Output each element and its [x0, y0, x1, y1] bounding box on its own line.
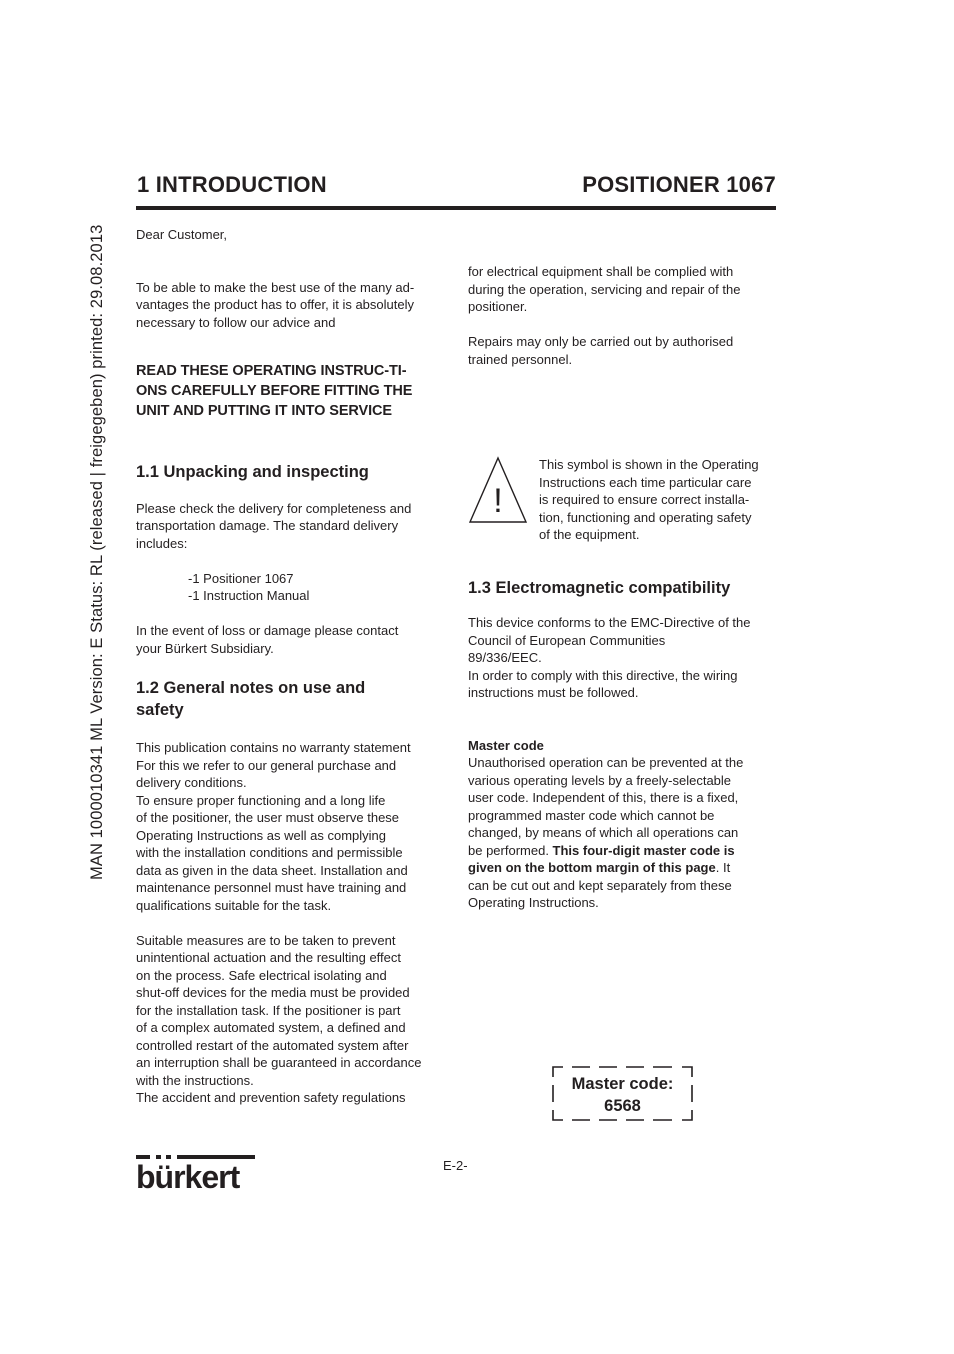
warning-text — [539, 456, 779, 544]
paragraph-line: trained personnel. — [468, 351, 573, 367]
master-code-label: Master code: — [571, 1075, 674, 1093]
paragraph-line: for electrical equipment shall be complied with — [468, 264, 734, 279]
paragraph-line: To ensure proper functioning and a long life — [136, 792, 386, 808]
paragraph-line: delivery conditions. — [136, 775, 247, 790]
warning-note — [468, 456, 778, 546]
section-heading-1-2: 1.2 General notes on use and — [136, 679, 366, 697]
paragraph-line: programmed master code which cannot be — [468, 807, 715, 823]
text-run: be performed. — [468, 842, 553, 858]
paragraph-line: In order to comply with this directive, the wiring — [468, 667, 738, 683]
paragraph-line: an interruption shall be guaranteed in accordance — [136, 1055, 422, 1070]
paragraph-line: during the operation, servicing and repair of the — [468, 281, 741, 297]
paragraph-line — [468, 859, 788, 877]
paragraph-line: your Bürkert Subsidiary. — [136, 640, 274, 656]
paragraph-line: of the equipment. — [539, 527, 640, 542]
paragraph-line: data as given in the data sheet. Installation and — [136, 862, 408, 878]
paragraph-line: Instructions each time particular care — [539, 474, 752, 490]
intro-line: To be able to make the best use of the many ad- — [136, 279, 415, 295]
delivery-item: -1 Instruction Manual — [188, 588, 310, 603]
paragraph-line: controlled restart of the automated system after — [136, 1037, 409, 1053]
paragraph-line: unintentional actuation and the resulting effect — [136, 950, 402, 965]
svg-text:bürkert: bürkert — [136, 1159, 240, 1191]
paragraph-line: with the instructions. — [136, 1072, 254, 1088]
page-number: E-2- — [443, 1158, 468, 1173]
paragraph-line: maintenance personnel must have training and — [136, 880, 407, 895]
burkert-logo — [136, 1155, 256, 1196]
paragraph-line: is required to ensure correct installa- — [539, 492, 750, 507]
paragraph-line: includes: — [136, 535, 188, 551]
paragraph-line: with the installation conditions and permissible — [136, 845, 403, 860]
section-heading-1-2: safety — [136, 701, 184, 719]
paragraph-line: positioner. — [468, 299, 528, 314]
paragraph-line: For this we refer to our general purchase and — [136, 757, 397, 773]
paragraph-line: This publication contains no warranty statement — [136, 740, 411, 755]
paragraph-line: qualifications suitable for the task. — [136, 897, 332, 913]
intro-line: vantages the product has to offer, it is absolutely — [136, 297, 414, 312]
paragraph-line: 89/336/EEC. — [468, 650, 542, 665]
paragraph-line: can be cut out and kept separately from these — [468, 877, 732, 893]
emphasis-text: given on the bottom margin of this page — [468, 860, 716, 875]
paragraph-line: of a complex automated system, a defined and — [136, 1020, 406, 1035]
left-column — [136, 226, 446, 1107]
paragraph-line: user code. Independent of this, there is a fixed, — [468, 790, 739, 805]
master-code-cutout — [552, 1066, 693, 1121]
paragraph-line: In the event of loss or damage please contact — [136, 623, 399, 638]
paragraph-line — [468, 842, 788, 860]
text-run: . It — [715, 860, 731, 875]
paragraph-line: Operating Instructions. — [468, 895, 599, 910]
master-code-heading: Master code — [468, 737, 544, 753]
product-title: POSITIONER 1067 — [582, 172, 776, 197]
paragraph-line: instructions must be followed. — [468, 685, 639, 700]
page-header — [136, 172, 776, 210]
master-code-label-block — [552, 1073, 693, 1117]
right-column-bottom — [468, 577, 788, 912]
paragraph-line: Repairs may only be carried out by authorised — [468, 334, 734, 349]
burkert-logo-icon — [136, 1155, 256, 1191]
paragraph-line: Council of European Communities — [468, 632, 666, 648]
paragraph-line: changed, by means of which all operations can — [468, 825, 739, 840]
paragraph-line: This symbol is shown in the Operating — [539, 457, 759, 472]
chapter-title: 1 INTRODUCTION — [137, 172, 327, 197]
read-instructions-warning: ONS CAREFULLY BEFORE FITTING THE — [136, 382, 413, 399]
paragraph-line: for the installation task. If the positioner is part — [136, 1002, 401, 1018]
paragraph-line: shut-off devices for the media must be provided — [136, 985, 410, 1000]
paragraph-line: This device conforms to the EMC-Directive of the — [468, 615, 751, 630]
paragraph-line: of the positioner, the user must observe these — [136, 810, 400, 825]
paragraph-line: transportation damage. The standard delivery — [136, 518, 399, 533]
paragraph-line: The accident and prevention safety regulations — [136, 1090, 406, 1105]
right-column-top — [468, 263, 778, 368]
paragraph-line: Please check the delivery for completeness and — [136, 500, 412, 516]
emphasis-text: This four-digit master code is — [552, 842, 735, 858]
paragraph-line: Suitable measures are to be taken to prevent — [136, 932, 396, 948]
section-heading-1-3: 1.3 Electromagnetic compatibility — [468, 579, 731, 597]
warning-triangle-icon — [468, 456, 528, 524]
paragraph-line: Unauthorised operation can be prevented at the — [468, 755, 744, 770]
paragraph-line: on the process. Safe electrical isolating and — [136, 967, 387, 983]
read-instructions-warning: READ THESE OPERATING INSTRUC-TI- — [136, 362, 407, 379]
delivery-item: -1 Positioner 1067 — [188, 570, 294, 586]
greeting: Dear Customer, — [136, 227, 228, 242]
paragraph-line: Operating Instructions as well as complying — [136, 827, 387, 843]
warning-symbol: ! — [493, 482, 503, 520]
paragraph-line: various operating levels by a freely-selectable — [468, 772, 732, 788]
print-status-note: MAN 1000010341 ML Version: E Status: RL (released | freigegeben) printed: 29.08.2013 — [88, 224, 106, 880]
read-instructions-warning: UNIT AND PUTTING IT INTO SERVICE — [136, 402, 392, 419]
paragraph-line: tion, functioning and operating safety — [539, 509, 752, 525]
master-code-value: 6568 — [604, 1097, 641, 1115]
section-heading-1-1: 1.1 Unpacking and inspecting — [136, 462, 369, 481]
intro-line: necessary to follow our advice and — [136, 314, 336, 330]
